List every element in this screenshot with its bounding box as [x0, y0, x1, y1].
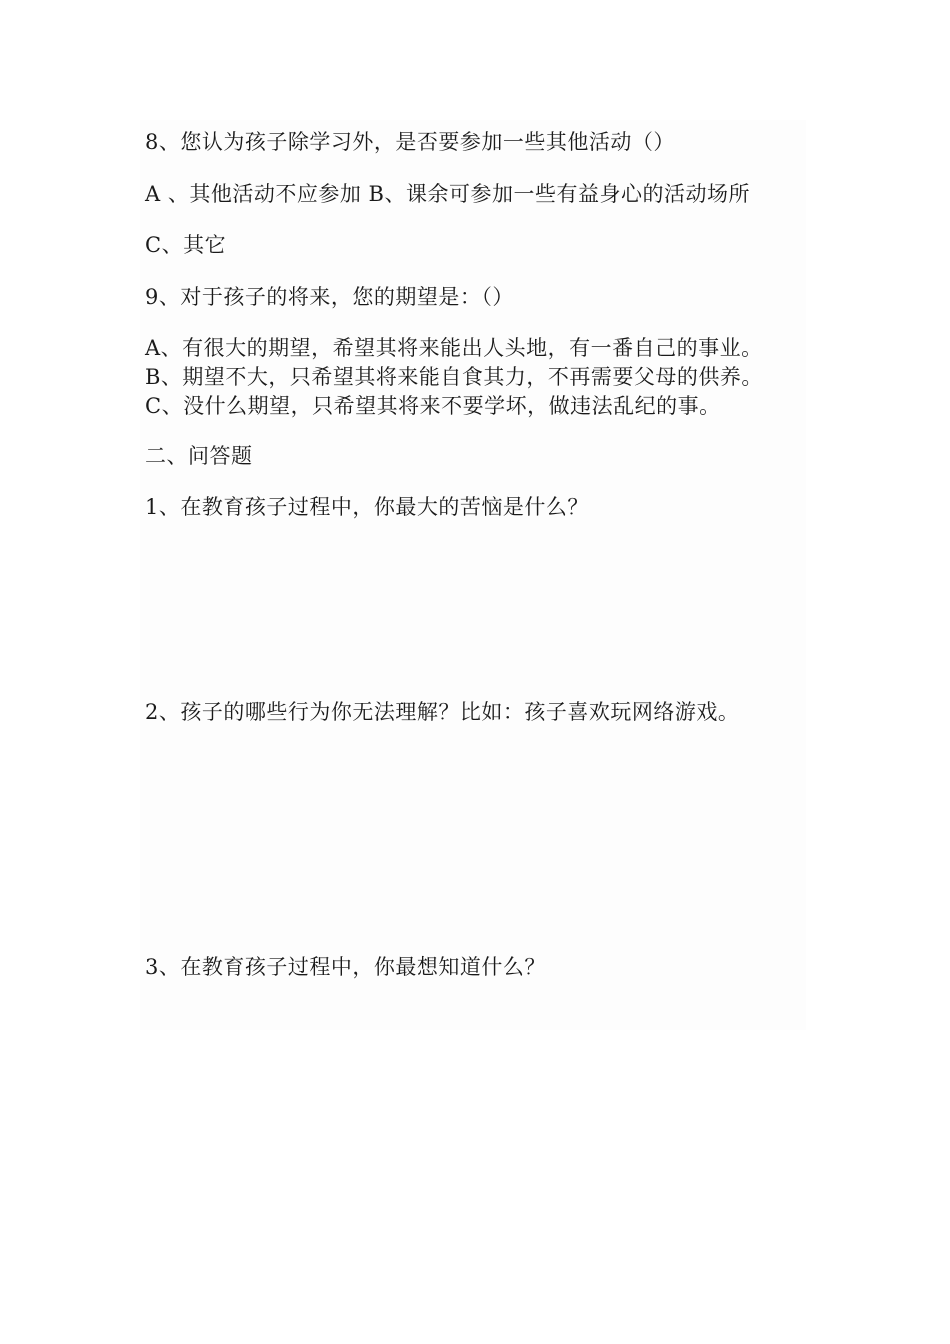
question-9-option-b: B、期望不大，只希望其将来能自食其力，不再需要父母的供养。: [145, 365, 763, 389]
question-9: 9、对于孩子的将来，您的期望是：（）: [145, 285, 514, 309]
question-8-option-ab: A 、其他活动不应参加 B、课余可参加一些有益身心的活动场所: [145, 182, 750, 206]
question-9-option-c: C、没什么期望，只希望其将来不要学坏，做违法乱纪的事。: [145, 394, 721, 418]
open-question-1: 1、在教育孩子过程中，你最大的苦恼是什么？: [145, 495, 589, 519]
content-area: [140, 120, 806, 1030]
open-question-3: 3、在教育孩子过程中，你最想知道什么？: [145, 955, 546, 979]
question-8-option-c: C、其它: [145, 233, 227, 257]
question-9-option-a: A、有很大的期望，希望其将来能出人头地，有一番自己的事业。: [145, 336, 763, 360]
open-question-2: 2、孩子的哪些行为你无法理解？比如：孩子喜欢玩网络游戏。: [145, 700, 740, 724]
question-8: 8、您认为孩子除学习外，是否要参加一些其他活动（）: [145, 130, 675, 154]
section-2-heading: 二、问答题: [145, 444, 253, 468]
